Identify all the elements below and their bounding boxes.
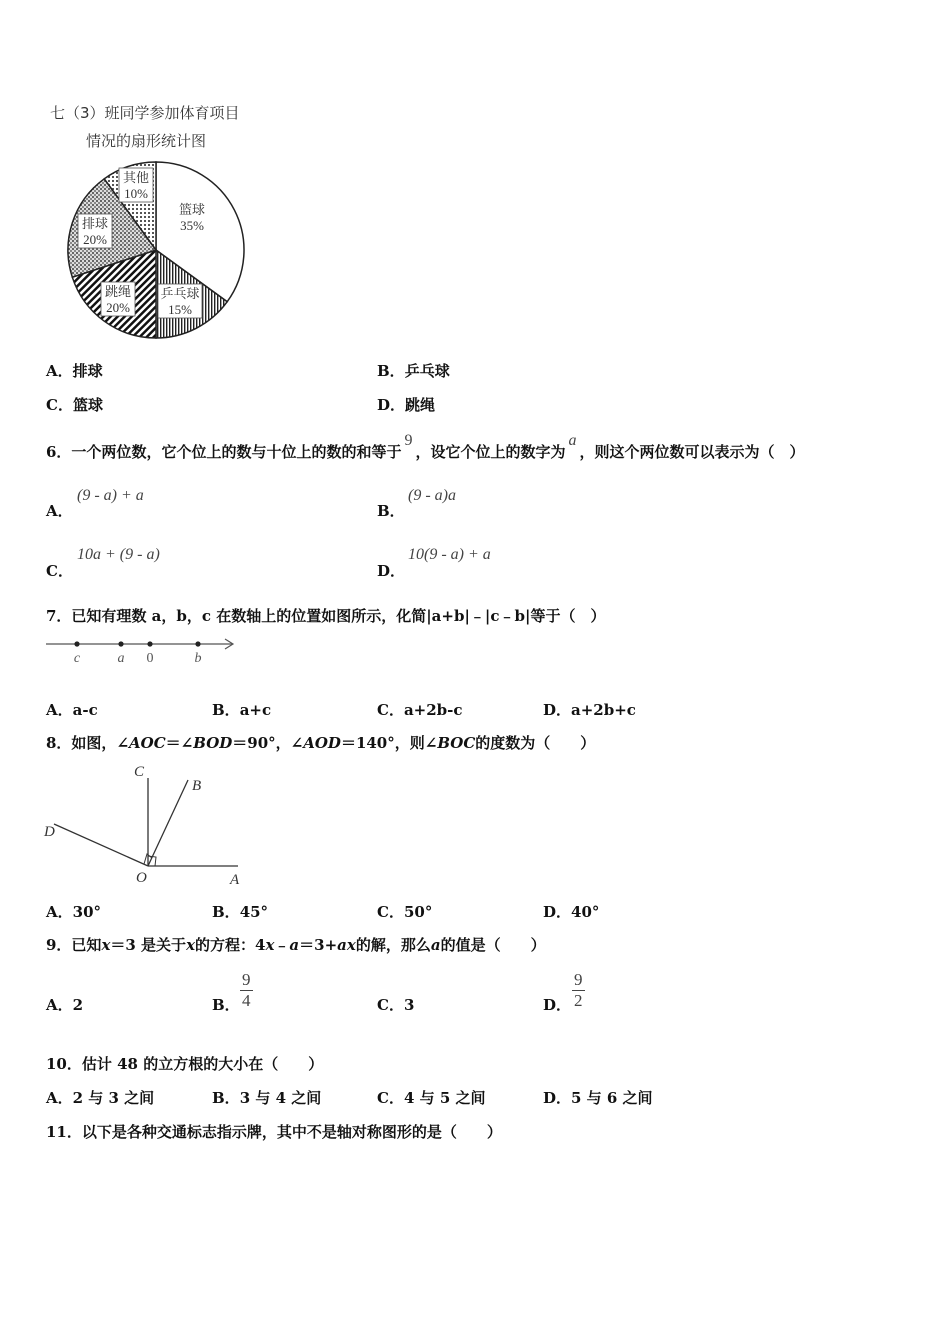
pie-title-line1: 七（3）班同学参加体育项目 bbox=[50, 104, 240, 122]
q9-stem-part6: 的解，那么 bbox=[355, 936, 431, 954]
option-label: D． bbox=[543, 903, 572, 921]
q10-option-a[interactable] bbox=[46, 1088, 154, 1108]
q6-option-a[interactable] bbox=[46, 501, 73, 521]
option-label: B． bbox=[212, 996, 240, 1014]
option-text: a+2b-c bbox=[403, 701, 463, 719]
q7-option-a[interactable] bbox=[46, 700, 98, 720]
q10-option-c[interactable] bbox=[377, 1088, 486, 1108]
fraction-numerator: 9 bbox=[574, 970, 583, 989]
q6-option-c-expr: 10a + (9 - a) bbox=[77, 546, 160, 563]
q9-option-c[interactable] bbox=[377, 995, 414, 1015]
option-text: 跳绳 bbox=[405, 396, 436, 414]
axis-label-a: a bbox=[117, 651, 125, 666]
q9-var-x3: x bbox=[265, 936, 275, 954]
q6-stem-part1: 6．一个两位数，它个位上的数与十位上的数的和等于 bbox=[46, 443, 402, 461]
pie-label-value-4: 10% bbox=[124, 186, 148, 201]
q8-angle-aod: ∠AOD bbox=[290, 734, 341, 752]
option-text: 40° bbox=[571, 903, 600, 921]
option-label: D． bbox=[543, 996, 572, 1014]
q6-var-a: a bbox=[568, 432, 577, 449]
axis-label-b: b bbox=[194, 651, 202, 666]
q9-var-a: a bbox=[289, 936, 300, 954]
q9-option-a[interactable] bbox=[46, 995, 83, 1015]
fig-label-o: O bbox=[136, 870, 147, 886]
q9-stem bbox=[46, 935, 546, 955]
q11-stem: 11．以下是各种交通标志指示牌，其中不是轴对称图形的是（ ） bbox=[46, 1123, 502, 1141]
q9-stem-part7: 的值是（ ） bbox=[440, 936, 546, 954]
option-label: D． bbox=[543, 701, 572, 719]
q8-eq: ＝ bbox=[165, 734, 181, 752]
q9-var-x: x bbox=[101, 936, 111, 954]
option-text: 排球 bbox=[72, 362, 103, 380]
q9-stem-part3: 的方程：4 bbox=[195, 936, 266, 954]
q9-option-d-fraction bbox=[572, 970, 585, 1011]
option-label: B． bbox=[212, 903, 240, 921]
pie-label-value-3: 20% bbox=[83, 232, 107, 247]
option-text: 2 与 3 之间 bbox=[72, 1089, 155, 1107]
q8-stem bbox=[46, 733, 595, 753]
option-text: a-c bbox=[72, 701, 98, 719]
option-text: a+c bbox=[239, 701, 272, 719]
option-text: 30° bbox=[72, 903, 102, 921]
option-label: B． bbox=[377, 502, 405, 520]
axis-label-c: c bbox=[73, 651, 81, 666]
option-label: A． bbox=[46, 903, 73, 921]
q7-option-c[interactable] bbox=[377, 700, 463, 720]
option-label: D． bbox=[543, 1089, 572, 1107]
q6-option-d[interactable] bbox=[377, 561, 405, 581]
q6-stem-part3: ，则这个两位数可以表示为（ ） bbox=[579, 443, 805, 461]
option-text: 45° bbox=[239, 903, 269, 921]
q7-option-d[interactable] bbox=[543, 700, 636, 720]
point-0 bbox=[147, 641, 152, 646]
option-label: B． bbox=[212, 701, 240, 719]
q8-angle-boc: ∠BOC bbox=[424, 734, 476, 752]
q10-option-d[interactable] bbox=[543, 1088, 653, 1108]
q6-stem bbox=[46, 432, 805, 463]
q9-option-b[interactable] bbox=[212, 995, 240, 1015]
option-label: A． bbox=[46, 701, 73, 719]
q6-option-b-expr: (9 - a)a bbox=[408, 487, 456, 504]
option-text: a+2b+c bbox=[571, 701, 636, 719]
option-label: D． bbox=[377, 562, 406, 580]
q5-option-c[interactable] bbox=[46, 395, 103, 415]
point-a bbox=[118, 641, 123, 646]
q8-angle-figure bbox=[40, 758, 250, 890]
option-label: A． bbox=[46, 502, 73, 520]
option-label: C． bbox=[377, 996, 404, 1014]
pie-chart-figure bbox=[40, 98, 270, 348]
pie-label-value-0: 35% bbox=[180, 218, 204, 233]
q8-stem-part1: 8．如图， bbox=[46, 734, 117, 752]
q5-option-b[interactable] bbox=[377, 361, 450, 381]
pie-label-name-4: 其他 bbox=[122, 170, 150, 185]
pie-label-name-3: 排球 bbox=[81, 216, 109, 231]
option-label: B． bbox=[377, 362, 405, 380]
q6-stem-part2: ，设它个位上的数字为 bbox=[415, 443, 566, 461]
q9-stem-part1: 9．已知 bbox=[46, 936, 102, 954]
fraction-denominator: 4 bbox=[242, 991, 251, 1010]
option-label: C． bbox=[377, 701, 404, 719]
option-label: D． bbox=[377, 396, 406, 414]
q8-stem-part3: ＝140°，则 bbox=[340, 734, 425, 752]
option-label: C． bbox=[377, 903, 404, 921]
q9-var-x2: x bbox=[186, 936, 196, 954]
pie-label-name-2: 跳绳 bbox=[104, 284, 132, 299]
pie-chart bbox=[40, 152, 270, 348]
option-text: 篮球 bbox=[72, 396, 103, 414]
fraction-numerator: 9 bbox=[242, 970, 251, 989]
q7-stem: 7．已知有理数 a，b，c 在数轴上的位置如图所示，化简|a+b|﹣|c﹣b|等于（ ） bbox=[46, 607, 606, 625]
q10-option-b[interactable] bbox=[212, 1088, 321, 1108]
q9-var-a2: a bbox=[430, 936, 441, 954]
fig-label-a: A bbox=[230, 872, 240, 888]
q6-num-9: 9 bbox=[404, 432, 413, 449]
q9-stem-part4: ﹣ bbox=[274, 936, 290, 954]
option-label: C． bbox=[46, 562, 73, 580]
option-label: A． bbox=[46, 996, 73, 1014]
option-label: C． bbox=[46, 396, 73, 414]
point-b bbox=[195, 641, 200, 646]
q9-stem-part5: ＝3+ bbox=[299, 936, 338, 954]
q7-number-line bbox=[44, 633, 240, 667]
q6-option-b[interactable] bbox=[377, 501, 405, 521]
q8-option-b[interactable] bbox=[212, 902, 268, 922]
q6-option-c[interactable] bbox=[46, 561, 73, 581]
fraction-denominator: 2 bbox=[574, 991, 583, 1010]
option-text: 3 bbox=[403, 996, 415, 1014]
q8-option-a[interactable] bbox=[46, 902, 101, 922]
q8-stem-part4: 的度数为（ ） bbox=[475, 734, 596, 752]
q8-option-c[interactable] bbox=[377, 902, 432, 922]
q7-option-b[interactable] bbox=[212, 700, 271, 720]
fig-label-b: B bbox=[192, 778, 202, 794]
option-label: A． bbox=[46, 362, 73, 380]
fig-label-d: D bbox=[44, 824, 55, 840]
axis-label-0: 0 bbox=[146, 651, 154, 666]
q9-option-d[interactable] bbox=[543, 995, 571, 1015]
q8-option-d[interactable] bbox=[543, 902, 599, 922]
pie-label-name-0: 篮球 bbox=[178, 202, 206, 217]
option-label: A． bbox=[46, 1089, 73, 1107]
q5-option-d[interactable] bbox=[377, 395, 435, 415]
option-text: 乒乓球 bbox=[404, 362, 450, 380]
q8-stem-part2: ＝90°， bbox=[232, 734, 291, 752]
option-text: 50° bbox=[403, 903, 433, 921]
q10-stem: 10．估计 48 的立方根的大小在（ ） bbox=[46, 1055, 324, 1073]
pie-label-name-1: 乒乓球 bbox=[160, 286, 200, 301]
option-text: 5 与 6 之间 bbox=[571, 1089, 653, 1107]
q6-option-a-expr: (9 - a) + a bbox=[77, 487, 144, 504]
option-label: B． bbox=[212, 1089, 240, 1107]
option-text: 3 与 4 之间 bbox=[239, 1089, 322, 1107]
point-c bbox=[74, 641, 79, 646]
q5-option-a[interactable] bbox=[46, 361, 103, 381]
pie-title-line2: 情况的扇形统计图 bbox=[86, 132, 207, 150]
q9-stem-part2: ＝3 是关于 bbox=[110, 936, 187, 954]
q9-option-b-fraction bbox=[240, 970, 253, 1011]
fig-label-c: C bbox=[134, 764, 145, 780]
option-text: 4 与 5 之间 bbox=[403, 1089, 486, 1107]
q8-angle-aoc: ∠AOC bbox=[116, 734, 166, 752]
pie-label-value-1: 15% bbox=[168, 302, 192, 317]
q8-angle-bod: ∠BOD bbox=[180, 734, 233, 752]
pie-label-value-2: 20% bbox=[106, 300, 130, 315]
q6-option-d-expr: 10(9 - a) + a bbox=[408, 546, 491, 563]
q9-var-ax: ax bbox=[337, 936, 356, 954]
option-text: 2 bbox=[72, 996, 84, 1014]
option-label: C． bbox=[377, 1089, 404, 1107]
